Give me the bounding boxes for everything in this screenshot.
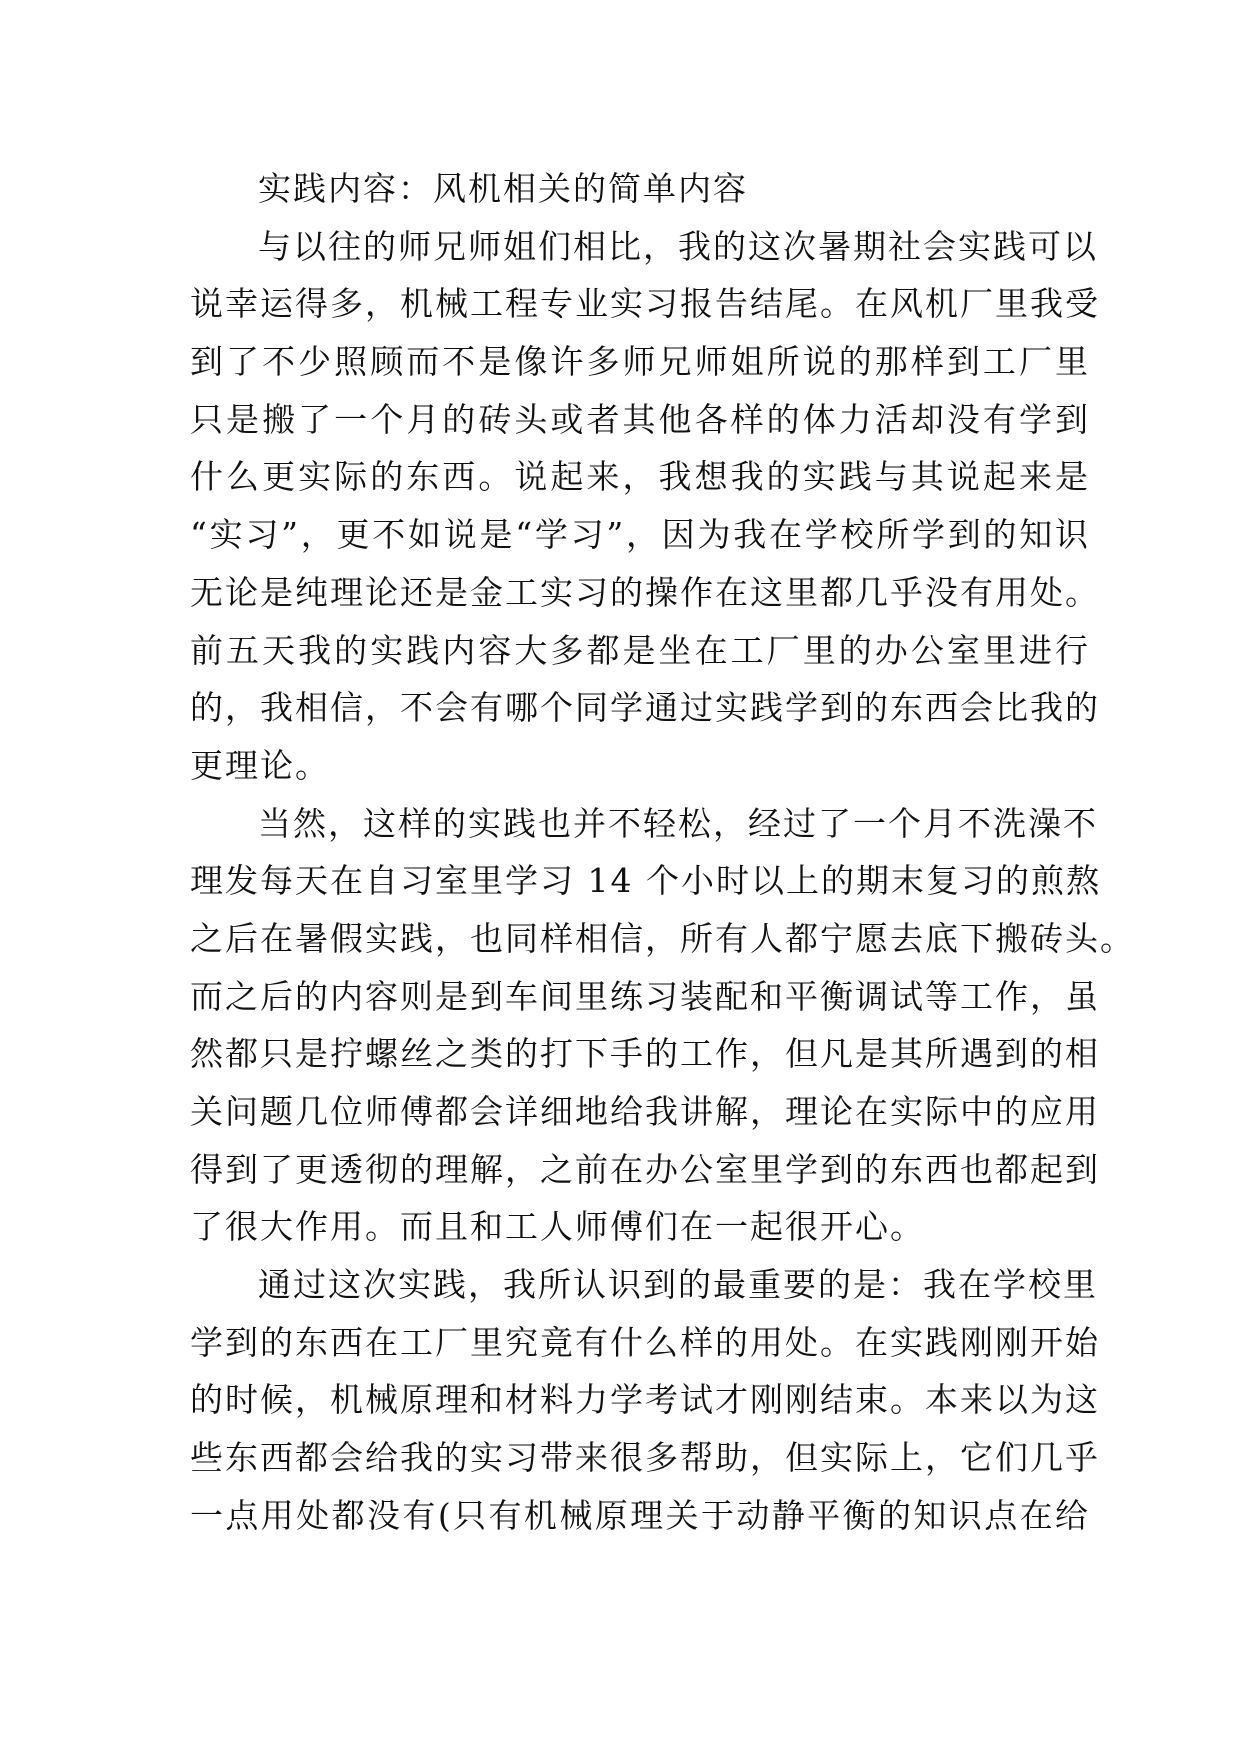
- paragraph-line: 理发每天在自习室里学习 14 个小时以上的期末复习的煎熬: [190, 861, 1101, 901]
- section-heading: 实践内容：风机相关的简单内容: [258, 169, 748, 208]
- paragraph-line: 说幸运得多，机械工程专业实习报告结尾。在风机厂里我受: [190, 284, 1100, 324]
- paragraph-2: [190, 795, 1135, 1257]
- paragraph-line: 学到的东西在工厂里究竟有什么样的用处。在实践刚刚开始: [190, 1322, 1100, 1362]
- paragraph-line: 更理论。: [190, 745, 330, 785]
- paragraph-3: [190, 1256, 1100, 1544]
- paragraph-line: 之后在暑假实践，也同样相信，所有人都宁愿去底下搬砖头。: [190, 918, 1135, 958]
- paragraph-line: 前五天我的实践内容大多都是坐在工厂里的办公室里进行: [190, 630, 1090, 670]
- paragraph-line: 些东西都会给我的实习带来很多帮助，但实际上，它们几乎: [190, 1438, 1100, 1478]
- paragraph-line: 得到了更透彻的理解，之前在办公室里学到的东西也都起到: [190, 1149, 1100, 1189]
- paragraph-line: 关问题几位师傅都会详细地给我讲解，理论在实际中的应用: [190, 1092, 1100, 1131]
- paragraph-line: 通过这次实践，我所认识到的最重要的是：我在学校里: [258, 1265, 1098, 1305]
- document-body: [190, 160, 1135, 1545]
- paragraph-line: 了很大作用。而且和工人师傅们在一起很开心。: [190, 1207, 925, 1247]
- paragraph-line: 只是搬了一个月的砖头或者其他各样的体力活却没有学到: [190, 399, 1090, 439]
- paragraph-line: 然都只是拧螺丝之类的打下手的工作，但凡是其所遇到的相: [190, 1034, 1100, 1074]
- paragraph-line: 当然，这样的实践也并不轻松，经过了一个月不洗澡不: [258, 803, 1098, 843]
- paragraph-line: 一点用处都没有(只有机械原理关于动静平衡的知识点在给: [190, 1495, 1090, 1535]
- paragraph-line: 与以往的师兄师姐们相比，我的这次暑期社会实践可以: [258, 226, 1098, 266]
- paragraph-line: 的时候，机械原理和材料力学考试才刚刚结束。本来以为这: [190, 1380, 1100, 1420]
- paragraph-line: 到了不少照顾而不是像许多师兄师姐所说的那样到工厂里: [190, 342, 1090, 382]
- paragraph-line: “实习”，更不如说是“学习”，因为我在学校所学到的知识: [190, 515, 1090, 555]
- paragraph-line: 的，我相信，不会有哪个同学通过实践学到的东西会比我的: [190, 688, 1100, 728]
- paragraph-1: [190, 218, 1100, 795]
- paragraph-line: 无论是纯理论还是金工实习的操作在这里都几乎没有用处。: [190, 572, 1100, 612]
- paragraph-line: 什么更实际的东西。说起来，我想我的实践与其说起来是: [190, 457, 1090, 497]
- paragraph-line: 而之后的内容则是到车间里练习装配和平衡调试等工作，虽: [190, 976, 1100, 1016]
